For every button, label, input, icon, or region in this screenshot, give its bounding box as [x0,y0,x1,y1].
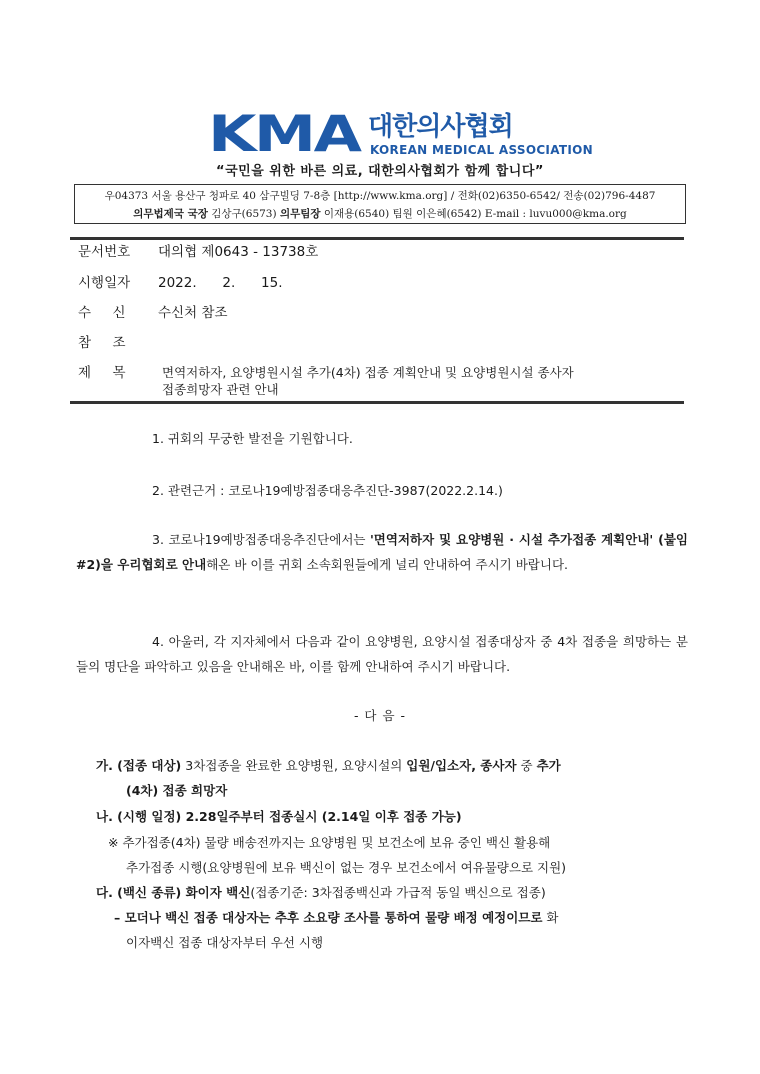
da-bold: 다. (백신 종류) 화이자 백신 [96,885,251,900]
ga-text-b: 중 [516,758,537,773]
dash-rest: 화 [542,910,559,925]
note-line2: 추가접종 시행(요양병원에 보유 백신이 없는 경우 보건소에서 여유물량으로 지원) [126,860,567,875]
paragraph-3 [76,527,688,577]
slogan: “국민을 위한 바른 의료, 대한의사협회가 함께 합니다” [216,164,544,179]
meta-subject [78,364,574,398]
p3-rest: 해온 바 이를 귀회 소속회원들에게 널리 안내하여 주시기 바랍니다. [206,557,568,572]
item-ga [96,755,561,777]
recipient-label: 수 신 [78,305,126,321]
paragraph-1: 1. 귀회의 무궁한 발전을 기원합니다. [152,431,353,446]
da-rest: (접종기준: 3차접종백신과 가급적 동일 백신으로 접종) [250,885,546,900]
paragraph-2: 2. 관련근거 : 코로나19예방접종대응추진단-3987(2022.2.14.) [152,483,503,498]
dept-head-label: 의무법제국 국장 [133,208,208,220]
contact-box [74,184,686,224]
ga-label: 가. (접종 대상) [96,758,182,773]
contact-staff-line [75,205,685,223]
logo-english-name: KOREAN MEDICAL ASSOCIATION [370,143,593,157]
date-value: 2022. 2. 15. [158,275,283,291]
paragraph-4: 4. 아울러, 각 지자체에서 다음과 같이 요양병원, 요양시설 접종대상자 중 4차 접종을 희망하는 분들의 명단을 파악하고 있음을 안내해온 바, 이를 함께 안내하여 주시기 바랍니다. [76,634,688,674]
p3-bold: '면역저하자 및 요양병원 · 시설 추가접종 계획안내' (붙임#2)을 우리협회로 안내 [76,532,688,572]
subject-label: 제 목 [78,365,126,381]
separator-next: - 다 음 - [353,708,407,723]
item-dash [114,907,559,929]
ga-bold-target: 입원/입소자, 종사자 [406,758,517,773]
recipient-value: 수신처 참조 [158,305,228,321]
meta-date [78,274,283,292]
team-lead-label: 의무팀장 [279,208,321,220]
item-da [96,882,546,904]
subject-value [162,364,574,398]
divider-top [70,237,684,240]
kma-logo-mark: KMA [208,105,360,163]
team-contact: 이재용(6540) 팀원 이은혜(6542) E-mail : luvu000@kma.org [320,208,627,220]
subject-line1: 면역저하자, 요양병원시설 추가(4차) 접종 계획안내 및 요양병원시설 종사자 [162,365,574,380]
meta-reference [78,334,158,352]
divider-bottom [70,401,684,404]
p3-intro: 3. 코로나19예방접종대응추진단에서는 [152,532,370,547]
meta-doc-no [78,243,318,261]
item-dash-line2: 이자백신 접종 대상자부터 우선 시행 [126,935,324,950]
item-na: 나. (시행 일정) 2.28일주부터 접종실시 (2.14일 이후 접종 가능) [96,809,462,824]
dept-head-name: 김상구(6573) [207,208,280,220]
ga-bold-extra: 추가 [536,758,561,773]
meta-recipient [78,304,228,322]
doc-no-value: 대의협 제0643 - 13738호 [158,244,319,260]
dash-bold: – 모더나 백신 접종 대상자는 추후 소요량 조사를 통하여 물량 배정 예정이므로 [114,910,543,925]
logo-korean-name: 대한의사협회 [368,112,513,142]
contact-address-line: 우04373 서울 용산구 청파로 40 삼구빌딩 7-8층 [http://www.kma.org] / 전화(02)6350-6542/ 전송(02)796-4487 [104,190,656,202]
note-line1: ※ 추가접종(4차) 물량 배송전까지는 요양병원 및 보건소에 보유 중인 백신 활용해 [108,835,551,850]
ga-text-a: 3차접종을 완료한 요양병원, 요양시설의 [181,758,407,773]
subject-line2: 접종희망자 관련 안내 [162,382,279,397]
item-ga-line2: (4차) 접종 희망자 [126,783,228,798]
doc-no-label: 문서번호 [78,244,131,260]
date-label: 시행일자 [78,275,131,291]
reference-label: 참 조 [78,335,126,351]
